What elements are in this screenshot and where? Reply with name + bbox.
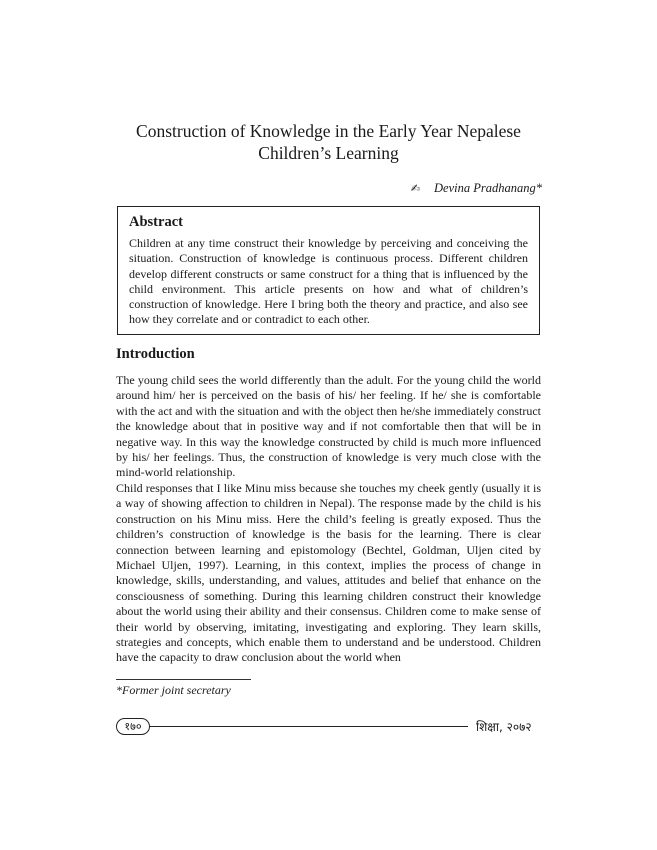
introduction-heading: Introduction (116, 346, 195, 362)
footnote-divider (116, 679, 251, 680)
article-title (80, 120, 577, 164)
footer-rule (150, 726, 468, 727)
paragraph-1: The young child sees the world differently than the adult. For the young child the world around him/ her is perceived on the basis of his/ her feeling. If he/ she is comfortable with the act and with the situation and with the object then he/she immediately construct the knowledge about that in positive way and if not comfortable then that will be in negative way. In this way the knowledge constructed by child is much more influenced by his/ her feelings. Thus, the construction of knowledge is very much close with the mind-world relationship. (116, 373, 541, 480)
author-byline (411, 181, 542, 196)
page-number: १७० (116, 718, 150, 735)
journal-name: शिक्षा, २०७२ (476, 720, 532, 734)
author-name: Devina Pradhanang* (434, 181, 542, 195)
title-line-1: Construction of Knowledge in the Early Year Nepalese (136, 121, 521, 141)
abstract-text: Children at any time construct their knowledge by perceiving and conceiving the situation. Construction of knowledge is continuous process. Different children develop different constructs or same construct for a thing that is influenced by the child environment. This article presents on how and what of children’s construction of knowledge. Here I bring both the theory and practice, and also see how they correlate and or contradict to each other. (129, 236, 528, 327)
pen-icon: ✍ (410, 182, 421, 195)
paragraph-2: Child responses that I like Minu miss because she touches my cheek gently (usually it is a way of showing affection to children in Nepal). The response made by the child is his construction on his Minu miss. Here the child’s feeling is greatly exposed. Thus the children’s construction of knowledge is the basis for the learning. There is clear connection between learning and epistomology (Bechtel, Goldman, Uljen cited by Michael Uljen, 1997). Learning, in this context, implies the process of change in knowledge, skills, understanding, and values, attitudes and belief that enhance on the consciousness of something. During this learning children construct their knowledge about the world using their ability and their consensus. Children come to make sense of their world by observing, imitating, investigating and exploring. They learn skills, strategies and concepts, which enable them to understand and be understood. Children have the capacity to draw conclusion about the world when (116, 481, 541, 665)
abstract-heading: Abstract (129, 214, 183, 230)
title-line-2: Children’s Learning (258, 143, 399, 163)
footnote: *Former joint secretary (116, 683, 231, 697)
abstract-box (117, 206, 540, 335)
